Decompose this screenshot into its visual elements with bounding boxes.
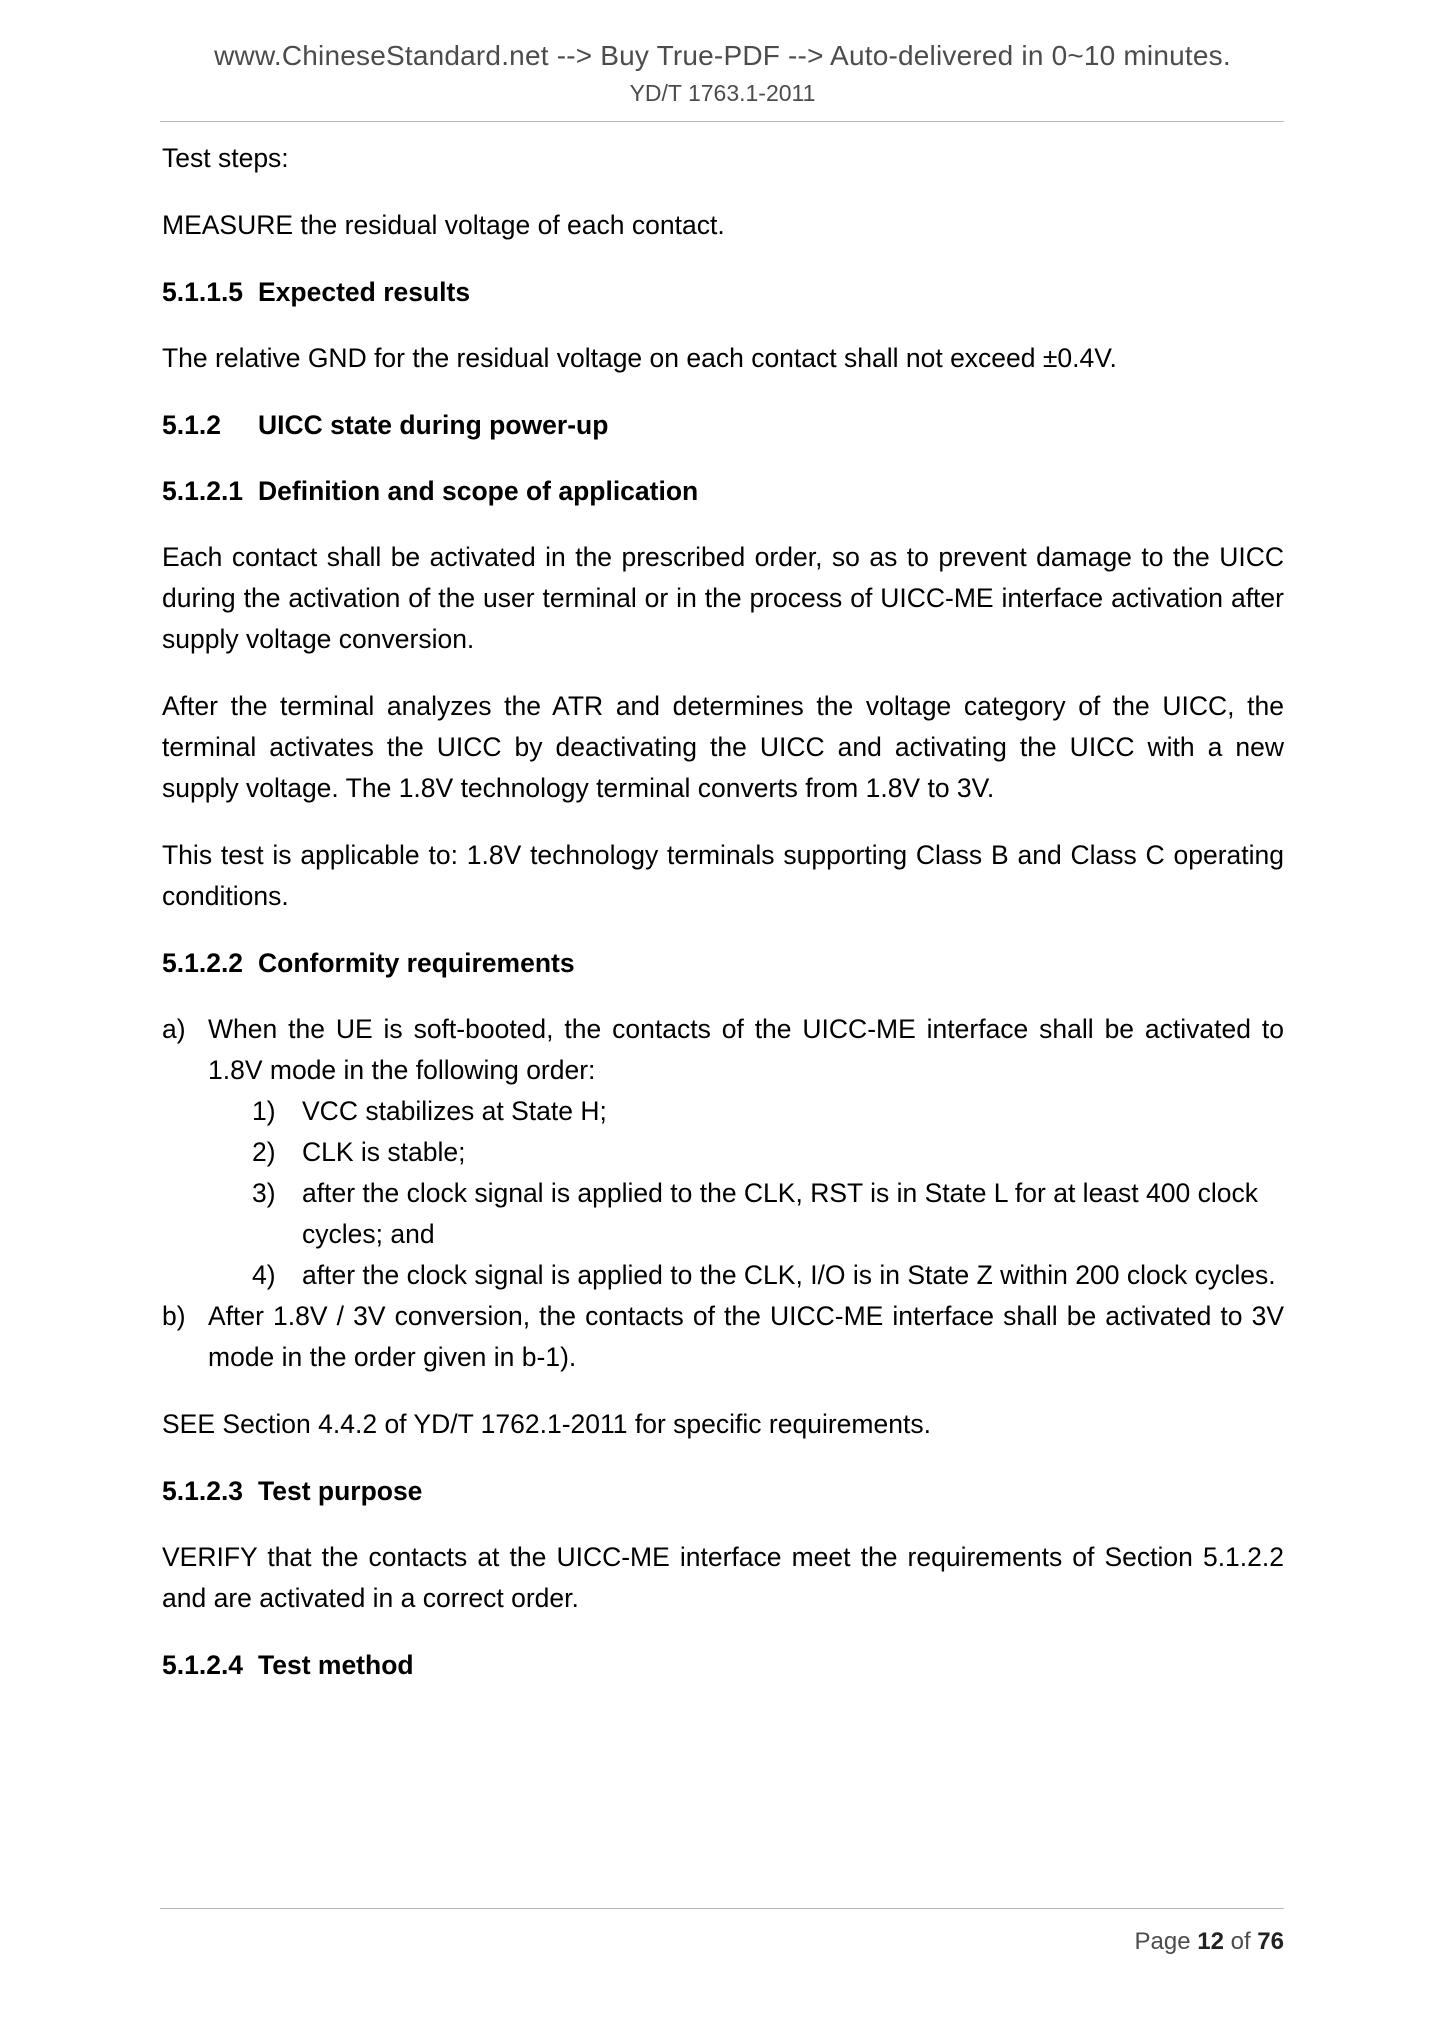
paragraph-after-terminal: After the terminal analyzes the ATR and determines the voltage category of the UICC, the terminal activates the UICC by deactivating the UICC and activating the UICC with a new supply voltage. The 1.8V technology terminal converts from 1.8V to 3V. (162, 691, 1284, 803)
heading-5-1-2-3 (162, 1471, 1284, 1511)
header-rule (160, 121, 1284, 122)
running-head: YD/T 1763.1-2011 (629, 80, 816, 106)
paragraph-applicable-scope: This test is applicable to: 1.8V technology terminals supporting Class B and Class C operating conditions. (162, 840, 1284, 911)
footer-rule (160, 1908, 1284, 1909)
heading-number: 5.1.2.2 (162, 948, 244, 978)
list-marker: 4) (252, 1260, 276, 1290)
list-item-text: VCC stabilizes at State H; (302, 1096, 607, 1126)
heading-number: 5.1.2.1 (162, 476, 244, 506)
list-spacer (162, 1378, 1284, 1404)
promo-banner: www.ChineseStandard.net --> Buy True-PDF --> Auto-delivered in 0~10 minutes. (214, 40, 1231, 71)
footer-page-number: 12 (1197, 1928, 1224, 1955)
page-footer (160, 1928, 1284, 1956)
heading-title: Expected results (258, 277, 471, 307)
paragraph-measure: MEASURE the residual voltage of each contact. (162, 210, 725, 240)
heading-title: Test purpose (258, 1476, 423, 1506)
footer-page-label: Page (1134, 1928, 1191, 1955)
activation-order-sublist (208, 1091, 1284, 1296)
list-item (252, 1091, 1284, 1132)
list-item-text: CLK is stable; (302, 1137, 466, 1167)
heading-title: Test method (258, 1650, 414, 1680)
heading-5-1-2 (162, 405, 1284, 445)
list-marker: a) (162, 1014, 186, 1044)
heading-number: 5.1.1.5 (162, 277, 244, 307)
footer-total-pages: 76 (1257, 1928, 1284, 1955)
footer-of-label: of (1230, 1928, 1251, 1955)
paragraph-see-section: SEE Section 4.4.2 of YD/T 1762.1-2011 for specific requirements. (162, 1409, 931, 1439)
heading-5-1-2-2 (162, 943, 1284, 983)
list-marker: 3) (252, 1178, 276, 1208)
heading-5-1-2-4 (162, 1645, 1284, 1685)
heading-number: 5.1.2.3 (162, 1476, 244, 1506)
list-marker: 2) (252, 1137, 276, 1167)
list-item-text: after the clock signal is applied to the CLK, RST is in State L for at least 400 clock cycles; and (302, 1178, 1258, 1249)
heading-number: 5.1.2.4 (162, 1650, 244, 1680)
list-item-a (162, 1009, 1284, 1296)
list-item-text: When the UE is soft-booted, the contacts of the UICC-ME interface shall be activated to 1.8V mode in the following order: (208, 1014, 1284, 1085)
list-item-b (162, 1296, 1284, 1378)
paragraph-expected-results: The relative GND for the residual voltage on each contact shall not exceed ±0.4V. (162, 343, 1117, 373)
list-item (252, 1173, 1284, 1255)
list-item-text: after the clock signal is applied to the CLK, I/O is in State Z within 200 clock cycles. (302, 1260, 1276, 1290)
heading-title: UICC state during power-up (258, 410, 609, 440)
list-marker: 1) (252, 1096, 276, 1126)
conformity-requirements-list (162, 1009, 1284, 1378)
list-item (252, 1132, 1284, 1173)
heading-5-1-2-1 (162, 471, 1284, 511)
paragraph-each-contact: Each contact shall be activated in the prescribed order, so as to prevent damage to the UICC during the activation of the user terminal or in the process of UICC-ME interface activation after supply voltage conversion. (162, 542, 1284, 654)
list-marker: b) (162, 1301, 186, 1331)
heading-5-1-1-5 (162, 272, 1284, 312)
paragraph-verify: VERIFY that the contacts at the UICC-ME interface meet the requirements of Section 5.1.2.2 and are activated in a correct order. (162, 1542, 1284, 1613)
list-item-text: After 1.8V / 3V conversion, the contacts of the UICC-ME interface shall be activated to 3V mode in the order given in b-1). (208, 1301, 1284, 1372)
heading-title: Conformity requirements (258, 948, 575, 978)
document-content (162, 138, 1284, 1711)
heading-number: 5.1.2 (162, 410, 221, 440)
heading-title: Definition and scope of application (258, 476, 699, 506)
paragraph-test-steps: Test steps: (162, 143, 289, 173)
list-item (252, 1255, 1284, 1296)
